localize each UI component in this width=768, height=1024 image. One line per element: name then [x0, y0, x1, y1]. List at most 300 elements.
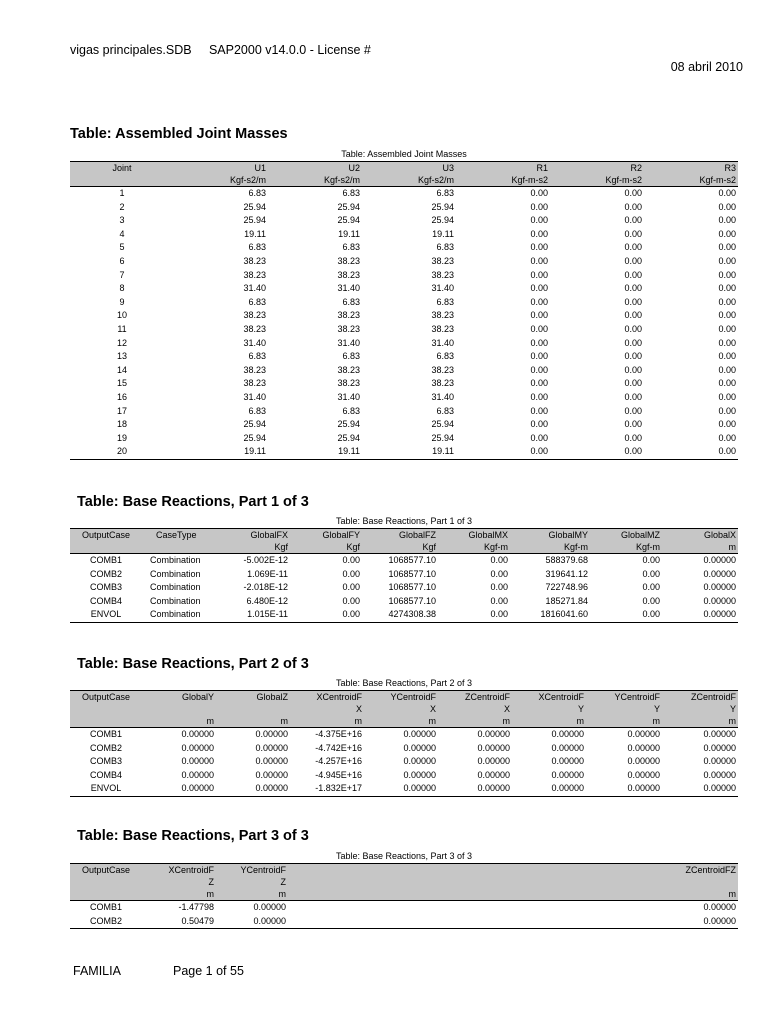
table-cell: -1.832E+17: [290, 782, 364, 796]
table-cell: -4.742E+16: [315, 742, 362, 753]
column-unit: Kgf-s2/m: [362, 174, 456, 187]
table-cell: 6.83: [342, 296, 360, 307]
table-cell: 10: [116, 310, 127, 321]
table-cell: 0.00: [530, 323, 548, 334]
table-cell: ENVOL: [70, 608, 142, 622]
table-cell: 0.00000: [703, 769, 736, 780]
table-cell: 0.00: [642, 595, 660, 606]
table-cell: 185271.84: [545, 595, 588, 606]
table-cell: 15: [116, 378, 127, 389]
table-cell: 0.00000: [512, 782, 586, 796]
table-cell: 0.00: [718, 323, 736, 334]
table-cell: 19.11: [268, 445, 362, 459]
table-row: [70, 201, 738, 215]
table-cell: 0.00000: [181, 769, 214, 780]
table-cell: -4.945E+16: [315, 769, 362, 780]
table-cell: 0.00: [718, 432, 736, 443]
table-cell: -4.375E+16: [315, 729, 362, 739]
table-cell: 6.83: [248, 405, 266, 416]
table-cell: 38.23: [243, 255, 266, 266]
table-cell: COMB2: [70, 915, 142, 929]
table-cell: 0.00: [718, 201, 736, 212]
column-unit: m: [662, 715, 738, 728]
table-row: [70, 269, 738, 283]
column-unit: Kgf-m-s2: [644, 174, 738, 187]
column-header: Joint: [70, 162, 174, 175]
table-cell: 0.00000: [403, 729, 436, 739]
column-header: GlobalZ: [216, 691, 290, 716]
table-cell: 0.00: [718, 255, 736, 266]
table-cell: 38.23: [431, 378, 454, 389]
table-cell: 0.00000: [255, 742, 288, 753]
table-cell: 1: [119, 188, 125, 198]
table-cell: 31.40: [337, 391, 360, 402]
table-cell: 0.00: [342, 555, 360, 565]
table-cell: 0.00: [718, 215, 736, 226]
table-cell: 38.23: [243, 323, 266, 334]
table-cell: 0.00: [490, 555, 508, 565]
table-row: [70, 350, 738, 364]
table-cell: 1068577.10: [388, 595, 436, 606]
table-cell: 0.00000: [703, 568, 736, 579]
column-unit: Kgf: [214, 541, 290, 554]
table-cell: 0.00: [624, 283, 642, 294]
table-row: [70, 568, 738, 582]
table-cell: 0.00: [490, 595, 508, 606]
table-cell: -4.257E+16: [315, 756, 362, 767]
table-cell: 12: [116, 337, 127, 348]
footer-company: FAMILIA: [73, 964, 121, 978]
column-header: U3: [362, 162, 456, 175]
table-cell: 0.00: [530, 201, 548, 212]
table-cell: COMB3: [89, 582, 122, 593]
column-header: GlobalFY: [290, 529, 362, 542]
table-cell: 0.00000: [586, 782, 662, 796]
table-cell: 19: [116, 432, 127, 443]
table-cell: COMB1: [89, 729, 122, 739]
table-cell: 0.00000: [255, 756, 288, 767]
table-row: [70, 405, 738, 419]
column-unit: Kgf-s2/m: [174, 174, 268, 187]
table-row: [70, 742, 738, 756]
table-cell: 0.00: [718, 405, 736, 416]
column-unit: [288, 888, 662, 901]
table-cell: 0.00: [624, 201, 642, 212]
table-cell: 18: [116, 419, 127, 430]
table-cell: 588379.68: [545, 555, 588, 565]
table-cell: 6.83: [342, 188, 360, 198]
table-cell: 0.00000: [403, 756, 436, 767]
table-cell: 0.00: [624, 391, 642, 402]
column-header: XCentroidF Z: [142, 864, 216, 889]
table-cell: 8: [119, 283, 125, 294]
table-cell: COMB2: [89, 742, 122, 753]
table-cell: 38.23: [431, 255, 454, 266]
table-cell: 0.00: [718, 378, 736, 389]
table-cell: 13: [116, 351, 127, 362]
table-cell: 0.00: [624, 269, 642, 280]
table-row: [70, 323, 738, 337]
table-cell: 31.40: [243, 337, 266, 348]
column-unit: Kgf-m: [438, 541, 510, 554]
table-cell: 0.00000: [627, 742, 660, 753]
table-cell: Combination: [150, 595, 201, 606]
table-cell: 3: [119, 215, 125, 226]
column-unit: Kgf-m-s2: [456, 174, 550, 187]
table-cell: 0.00000: [181, 742, 214, 753]
table-cell: 20: [70, 445, 174, 459]
table-row: [70, 782, 738, 796]
table-cell: 0.00000: [703, 756, 736, 767]
table-cell: Combination: [142, 608, 214, 622]
table-cell: 0.00000: [181, 756, 214, 767]
table-cell: 38.23: [431, 310, 454, 321]
table-cell: 0.00000: [551, 769, 584, 780]
table-cell: 0.00000: [255, 729, 288, 739]
column-header: GlobalFZ: [362, 529, 438, 542]
table-cell: 6.83: [436, 188, 454, 198]
table-cell: -1.47798: [178, 902, 214, 912]
column-header: U2: [268, 162, 362, 175]
table-cell: 0.00000: [181, 729, 214, 739]
table-cell: 0.00: [342, 595, 360, 606]
table-cell: 38.23: [243, 364, 266, 375]
table-cell: 0.00: [530, 255, 548, 266]
table-cell: COMB2: [89, 568, 122, 579]
column-unit: m: [586, 715, 662, 728]
table-cell: 6.83: [436, 351, 454, 362]
table-cell: 6.83: [248, 188, 266, 198]
table-cell: 0.00: [530, 215, 548, 226]
table-cell: [288, 901, 662, 915]
table-cell: 4274308.38: [362, 608, 438, 622]
table-cell: 0.00: [530, 405, 548, 416]
table-cell: 0.00: [490, 582, 508, 593]
table-cell: 0.00: [624, 242, 642, 253]
column-unit: m: [216, 715, 290, 728]
table-cell: 0.00000: [438, 782, 512, 796]
table-cell: 0.00000: [142, 782, 216, 796]
table-row: [70, 282, 738, 296]
table-cell: 6.83: [436, 296, 454, 307]
column-unit: [70, 174, 174, 187]
table-cell: 0.00000: [703, 595, 736, 606]
table-cell: 0.00: [530, 419, 548, 430]
table-cell: 0.00: [624, 364, 642, 375]
column-unit: Kgf-m-s2: [550, 174, 644, 187]
table-cell: 0.00: [718, 391, 736, 402]
table-cell: 0.00: [530, 296, 548, 307]
table-cell: COMB4: [89, 595, 122, 606]
table-cell: 0.00: [642, 582, 660, 593]
table-cell: Combination: [150, 582, 201, 593]
table-cell: 25.94: [431, 432, 454, 443]
table-cell: 0.00: [530, 432, 548, 443]
table-cell: 1068577.10: [388, 568, 436, 579]
table-cell: 1.015E-11: [214, 608, 290, 622]
column-unit: m: [142, 715, 216, 728]
table-cell: 4: [119, 228, 125, 239]
table-cell: 0.00000: [551, 742, 584, 753]
column-header: R1: [456, 162, 550, 175]
table-cell: 0.00000: [253, 902, 286, 912]
column-header: ZCentroidF Y: [662, 691, 738, 716]
table-cell: 25.94: [431, 419, 454, 430]
column-unit: m: [512, 715, 586, 728]
table-base-reactions-3: [70, 863, 738, 929]
table-cell: 0.00: [718, 228, 736, 239]
table-cell: COMB1: [89, 555, 122, 565]
column-unit: Kgf-s2/m: [268, 174, 362, 187]
table-caption-base-reactions-3: Table: Base Reactions, Part 3 of 3: [335, 851, 473, 861]
table-cell: 0.00: [718, 364, 736, 375]
table-cell: 38.23: [431, 269, 454, 280]
table-cell: 6.83: [248, 351, 266, 362]
column-header: OutputCase: [70, 691, 142, 716]
table-cell: 31.40: [243, 391, 266, 402]
table-cell: 0.00: [342, 582, 360, 593]
table-base-reactions-2: [70, 690, 738, 797]
table-row: [70, 769, 738, 783]
table-cell: 0.00: [342, 568, 360, 579]
table-cell: 25.94: [337, 419, 360, 430]
table-row: [70, 391, 738, 405]
column-unit: Kgf: [362, 541, 438, 554]
table-cell: 319641.12: [545, 568, 588, 579]
table-cell: 1.069E-11: [247, 568, 288, 579]
table-cell: 38.23: [337, 323, 360, 334]
table-cell: 0.00: [530, 269, 548, 280]
column-unit: m: [142, 888, 216, 901]
table-cell: 0.00: [290, 608, 362, 622]
table-row: [70, 581, 738, 595]
document-header-date: 08 abril 2010: [670, 60, 743, 74]
section-title-base-reactions-1: Table: Base Reactions, Part 1 of 3: [77, 494, 309, 510]
table-cell: 0.00000: [703, 582, 736, 593]
table-cell: 0.00: [624, 351, 642, 362]
table-cell: 0.00: [456, 445, 550, 459]
table-cell: 0.00: [624, 337, 642, 348]
column-unit: m: [216, 888, 288, 901]
table-cell: 38.23: [337, 364, 360, 375]
column-unit: m: [290, 715, 364, 728]
table-cell: 0.00000: [477, 729, 510, 739]
table-cell: 0.00000: [703, 729, 736, 739]
column-unit: [70, 715, 142, 728]
table-caption-base-reactions-2: Table: Base Reactions, Part 2 of 3: [335, 678, 473, 688]
table-row: [70, 377, 738, 391]
column-header: R2: [550, 162, 644, 175]
table-cell: 25.94: [431, 215, 454, 226]
table-cell: COMB3: [89, 756, 122, 767]
table-cell: 722748.96: [545, 582, 588, 593]
table-row: [70, 608, 738, 622]
table-row: [70, 445, 738, 459]
table-cell: 0.00000: [477, 742, 510, 753]
table-row: [70, 296, 738, 310]
table-base-reactions-1: [70, 528, 738, 623]
table-row: [70, 432, 738, 446]
table-cell: 19.11: [432, 228, 454, 239]
footer-page-number: Page 1 of 55: [173, 964, 244, 978]
table-cell: -2.018E-12: [243, 582, 288, 593]
table-cell: 0.00: [624, 378, 642, 389]
column-header: R3: [644, 162, 738, 175]
table-cell: 11: [117, 323, 127, 334]
column-header: YCentroidF Y: [586, 691, 662, 716]
column-unit: [70, 888, 142, 901]
table-caption-joint-masses: Table: Assembled Joint Masses: [341, 149, 467, 159]
table-cell: 31.40: [431, 283, 454, 294]
table-cell: 0.00: [718, 419, 736, 430]
table-cell: 6.83: [248, 296, 266, 307]
column-header: GlobalY: [142, 691, 216, 716]
column-unit: m: [364, 715, 438, 728]
table-cell: 0.00: [642, 555, 660, 565]
column-unit: Kgf: [290, 541, 362, 554]
table-cell: 6.83: [342, 405, 360, 416]
table-cell: 31.40: [337, 283, 360, 294]
table-cell: 0.00000: [627, 756, 660, 767]
table-cell: 38.23: [431, 364, 454, 375]
table-cell: 25.94: [243, 215, 266, 226]
table-cell: 0.00: [718, 337, 736, 348]
table-row: [70, 187, 738, 201]
table-cell: 31.40: [431, 391, 454, 402]
table-cell: 6.83: [436, 242, 454, 253]
table-cell: 2: [119, 201, 125, 212]
column-unit: [142, 541, 214, 554]
table-cell: 0.00: [530, 283, 548, 294]
table-cell: 6.83: [342, 351, 360, 362]
column-header: ZCentroidF X: [438, 691, 512, 716]
table-cell: 0.00: [490, 568, 508, 579]
column-unit: Kgf-m: [590, 541, 662, 554]
table-cell: 0.00000: [662, 915, 738, 929]
table-row: [70, 901, 738, 915]
table-row: [70, 228, 738, 242]
table-cell: 0.00000: [216, 782, 290, 796]
table-cell: 0.00: [530, 310, 548, 321]
table-row: [70, 595, 738, 609]
table-cell: 6.480E-12: [246, 595, 288, 606]
table-cell: 0.00: [718, 242, 736, 253]
table-row: [70, 214, 738, 228]
table-cell: COMB1: [89, 902, 122, 912]
section-title-base-reactions-2: Table: Base Reactions, Part 2 of 3: [77, 656, 309, 672]
table-cell: 38.23: [243, 310, 266, 321]
table-row: [70, 554, 738, 568]
column-header: XCentroidF Y: [512, 691, 586, 716]
table-cell: 0.00000: [364, 782, 438, 796]
table-cell: 0.00000: [703, 742, 736, 753]
column-header: OutputCase: [70, 864, 142, 889]
column-unit: m: [662, 541, 738, 554]
table-caption-base-reactions-1: Table: Base Reactions, Part 1 of 3: [335, 516, 473, 526]
table-cell: 25.94: [337, 215, 360, 226]
table-cell: 0.00: [530, 188, 548, 198]
column-unit: m: [438, 715, 512, 728]
table-cell: 6.83: [436, 405, 454, 416]
table-cell: 0.00: [624, 296, 642, 307]
table-cell: ENVOL: [70, 782, 142, 796]
table-cell: 0.00: [718, 296, 736, 307]
table-cell: 0.00: [530, 228, 548, 239]
table-cell: [288, 915, 662, 929]
table-cell: 0.00000: [477, 769, 510, 780]
table-cell: 0.00: [530, 242, 548, 253]
table-cell: 0.00: [718, 351, 736, 362]
column-header: XCentroidF X: [290, 691, 364, 716]
table-cell: 0.00000: [403, 742, 436, 753]
column-header: GlobalFX: [214, 529, 290, 542]
table-cell: 0.00000: [703, 902, 736, 912]
table-cell: 38.23: [337, 269, 360, 280]
table-cell: COMB4: [89, 769, 122, 780]
table-cell: Combination: [150, 555, 201, 565]
table-cell: 1068577.10: [388, 582, 436, 593]
table-cell: 16: [116, 391, 127, 402]
table-cell: 31.40: [431, 337, 454, 348]
table-cell: 19.11: [338, 228, 360, 239]
table-cell: 0.00: [624, 188, 642, 198]
table-cell: 25.94: [337, 201, 360, 212]
column-header: GlobalMX: [438, 529, 510, 542]
column-unit: m: [662, 888, 738, 901]
table-joint-masses: [70, 161, 738, 460]
column-header: [288, 864, 662, 889]
table-cell: 7: [119, 269, 125, 280]
table-cell: 0.00: [642, 568, 660, 579]
table-cell: 38.23: [337, 255, 360, 266]
table-cell: 25.94: [337, 432, 360, 443]
table-row: [70, 915, 738, 929]
table-cell: 6.83: [342, 242, 360, 253]
table-cell: 0.00000: [662, 782, 738, 796]
table-cell: 0.00: [718, 188, 736, 198]
table-cell: Combination: [150, 568, 201, 579]
table-cell: 17: [116, 405, 127, 416]
table-cell: 0.00: [644, 445, 738, 459]
column-unit: [70, 541, 142, 554]
table-cell: 0.00000: [255, 769, 288, 780]
table-cell: 0.00: [530, 391, 548, 402]
table-cell: 38.23: [243, 269, 266, 280]
table-row: [70, 255, 738, 269]
table-cell: 0.00000: [627, 769, 660, 780]
table-cell: 0.00000: [627, 729, 660, 739]
table-cell: 38.23: [431, 323, 454, 334]
table-row: [70, 418, 738, 432]
table-cell: 19.11: [362, 445, 456, 459]
table-cell: 0.00: [530, 351, 548, 362]
table-cell: 5: [119, 242, 125, 253]
column-header: YCentroidF X: [364, 691, 438, 716]
table-cell: 0.00000: [662, 608, 738, 622]
table-cell: 0.00: [530, 364, 548, 375]
table-cell: 1816041.60: [510, 608, 590, 622]
column-header: OutputCase: [70, 529, 142, 542]
table-cell: 38.23: [337, 310, 360, 321]
column-header: GlobalX: [662, 529, 738, 542]
table-cell: 0.00000: [551, 729, 584, 739]
table-cell: 0.00: [550, 445, 644, 459]
table-cell: 6.83: [248, 242, 266, 253]
document-header-file-info: vigas principales.SDB SAP2000 v14.0.0 - License #: [70, 43, 371, 57]
table-cell: 38.23: [337, 378, 360, 389]
table-row: [70, 309, 738, 323]
table-cell: 0.00: [624, 432, 642, 443]
